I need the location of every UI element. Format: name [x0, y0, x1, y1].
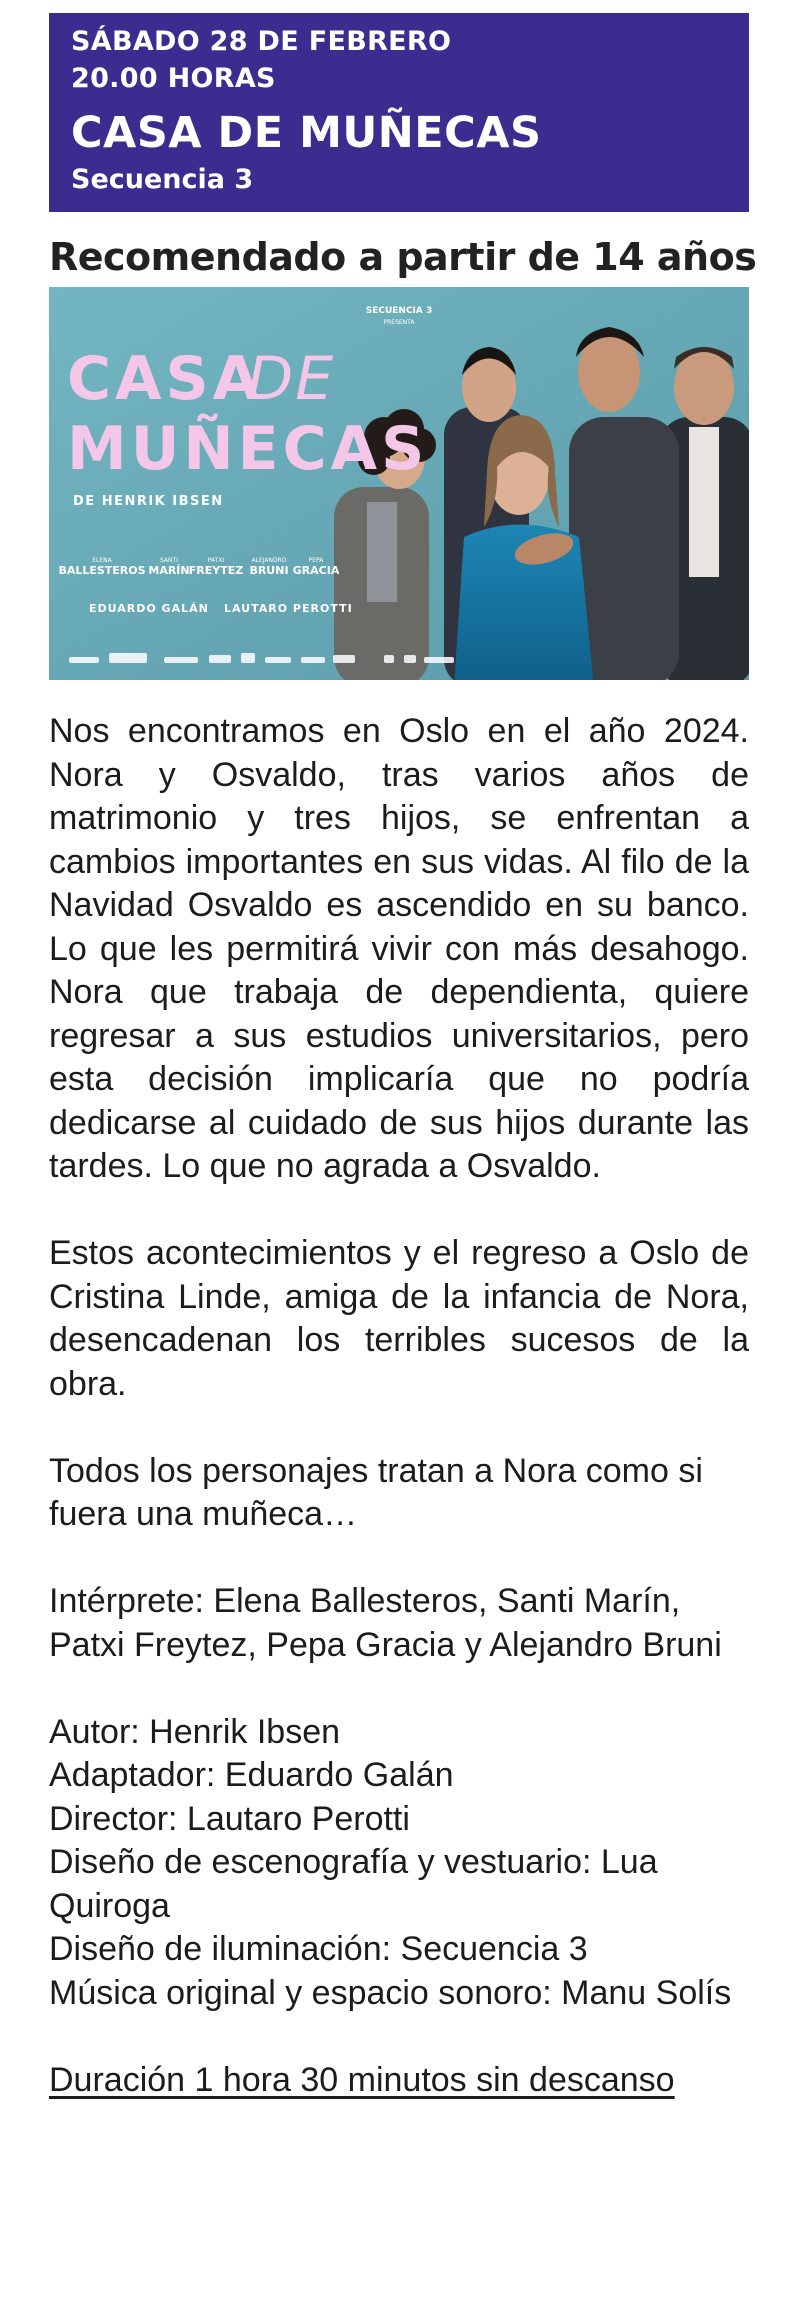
- poster-cast-last: GRACIA: [292, 564, 340, 577]
- poster-cast-first: PATXI: [207, 557, 225, 564]
- poster-cast-first: SANTI: [160, 557, 178, 564]
- event-header: [49, 13, 749, 212]
- synopsis-paragraph: Nos encontramos en Oslo en el año 2024. Nora y Osvaldo, tras varios años de matrimonio y tres hijos, se enfrentan a cambios importantes en sus vidas. Al filo de la Navidad Osvaldo es ascendido en su banco. Lo que les permitirá vivir con más desahogo. Nora que trabaja de dependienta, quiere regresar a sus estudios universitarios, pero esta decisión implicaría que no podría dedicarse al cuidado de sus hijos durante las tardes. Lo que no agrada a Osvaldo.: [49, 712, 749, 1185]
- credit-adapter: Adaptador: Eduardo Galán: [49, 1756, 454, 1794]
- poster-adapter: EDUARDO GALÁN: [89, 602, 209, 615]
- credits-block: [49, 1711, 749, 2016]
- event-company: Secuencia 3: [71, 164, 254, 195]
- synopsis-paragraph: Todos los personajes tratan a Nora como si fuera una muñeca…: [49, 1451, 703, 1533]
- credit-director: Director: Lautaro Perotti: [49, 1799, 410, 1838]
- poster-cast-last: FREYTEZ: [188, 564, 244, 577]
- credit-music-sound: Música original y espacio sonoro: Manu Solís: [49, 1973, 732, 2012]
- poster-title-de: DE: [247, 344, 336, 414]
- poster-director: LAUTARO PEROTTI: [224, 602, 353, 615]
- poster-cast-first: ELENA: [92, 557, 112, 564]
- event-time: 20.00 HORAS: [71, 63, 276, 94]
- show-poster: [49, 287, 749, 680]
- event-title: CASA DE MUÑECAS: [71, 108, 542, 158]
- duration-text: Duración 1 hora 30 minutos sin descanso: [49, 2060, 675, 2099]
- poster-title-munecas: MUÑECAS: [67, 414, 429, 484]
- event-description: [49, 710, 749, 2146]
- credit-lighting-design: Diseño de iluminación: Secuencia 3: [49, 1930, 588, 1968]
- poster-cast-last: BALLESTEROS: [58, 564, 146, 577]
- poster-author: DE HENRIK IBSEN: [73, 494, 224, 509]
- poster-cast-first: ALEJANDRO: [251, 557, 287, 564]
- credit-set-costume-design: Diseño de escenografía y vestuario: Lua Quiroga: [49, 1843, 658, 1925]
- credit-author: Autor: Henrik Ibsen: [49, 1712, 341, 1751]
- poster-presents: PRESENTA: [383, 319, 415, 326]
- poster-producer: SECUENCIA 3: [365, 306, 433, 316]
- poster-cast-last: MARÍN: [148, 564, 190, 577]
- event-date: SÁBADO 28 DE FEBRERO: [71, 26, 452, 57]
- poster-cast-first: PEPA: [308, 557, 324, 564]
- duration-paragraph: [49, 2059, 749, 2103]
- poster-title-casa: CASA: [67, 344, 264, 414]
- poster-cast-last: BRUNI: [249, 564, 289, 577]
- age-recommendation: Recomendado a partir de 14 años: [49, 235, 757, 279]
- cast-line: Intérprete: Elena Ballesteros, Santi Marín, Patxi Freytez, Pepa Gracia y Alejandro Bruni: [49, 1582, 722, 1664]
- synopsis-paragraph: Estos acontecimientos y el regreso a Oslo de Cristina Linde, amiga de la infancia de Nora, desencadenan los terribles sucesos de la obra.: [49, 1234, 749, 1403]
